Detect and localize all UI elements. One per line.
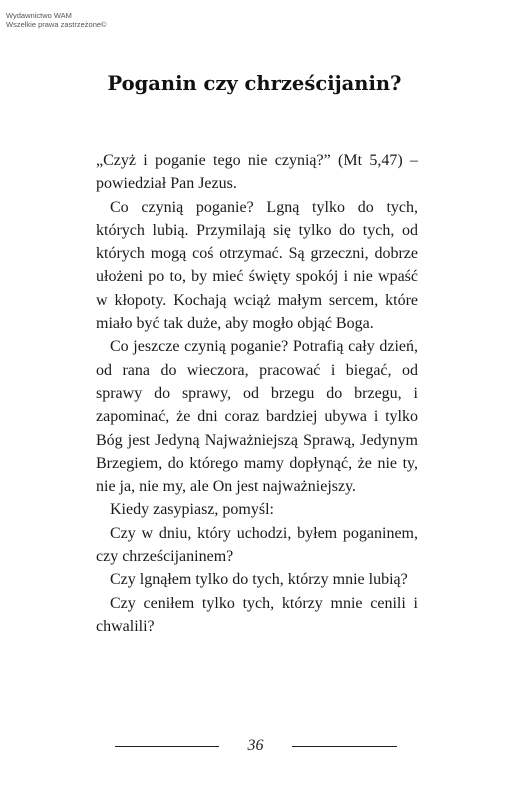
publisher-header (6, 11, 107, 29)
publisher-name: Wydawnictwo WAM (6, 11, 72, 20)
paragraph-quote: „Czyż i poganie tego nie czynią?” (Mt 5,47) – powiedział Pan Jezus. (96, 152, 418, 193)
paragraph-5: Czy lgnąłem tylko do tych, którzy mnie lubią? (110, 571, 408, 589)
paragraph-1: Co czynią poganie? Lgną tylko do tych, których lubią. Przymilają się tylko do tych, od których mogą coś otrzymać. Są grzeczni, dobrze ułożeni po to, by mieć święty spokój i nie wpaść w kłopoty. Kochają wciąż małym sercem, które miało być tak duże, aby mogło objąć Boga. (96, 198, 418, 333)
page-footer (0, 737, 509, 757)
copyright-notice: Wszelkie prawa zastrzeżone© (6, 20, 107, 29)
body-text (96, 149, 418, 638)
page-title: Poganin czy chrześcijanin? (107, 72, 402, 95)
paragraph-3: Kiedy zasypiasz, pomyśl: (110, 501, 274, 519)
paragraph-2: Co jeszcze czynią poganie? Potrafią cały dzień, od rana do wieczora, pracować i biegać, od sprawy do sprawy, od brzegu do brzegu, i zapominać, że dni coraz bardziej ubywa i tylko Bóg jest Jedyną Najważniejszą Sprawą, Jedynym Brzegiem, do którego mamy dopłynąć, że nie ty, nie ja, nie my, ale On jest najważniejszy. (96, 338, 418, 496)
paragraph-6: Czy ceniłem tylko tych, którzy mnie cenili i chwalili? (96, 594, 418, 635)
paragraph-4: Czy w dniu, który uchodzi, byłem poganinem, czy chrześcijaninem? (96, 524, 418, 566)
footer-rule-left (115, 746, 219, 747)
footer-rule-right (292, 746, 397, 747)
page-number: 36 (247, 737, 264, 754)
